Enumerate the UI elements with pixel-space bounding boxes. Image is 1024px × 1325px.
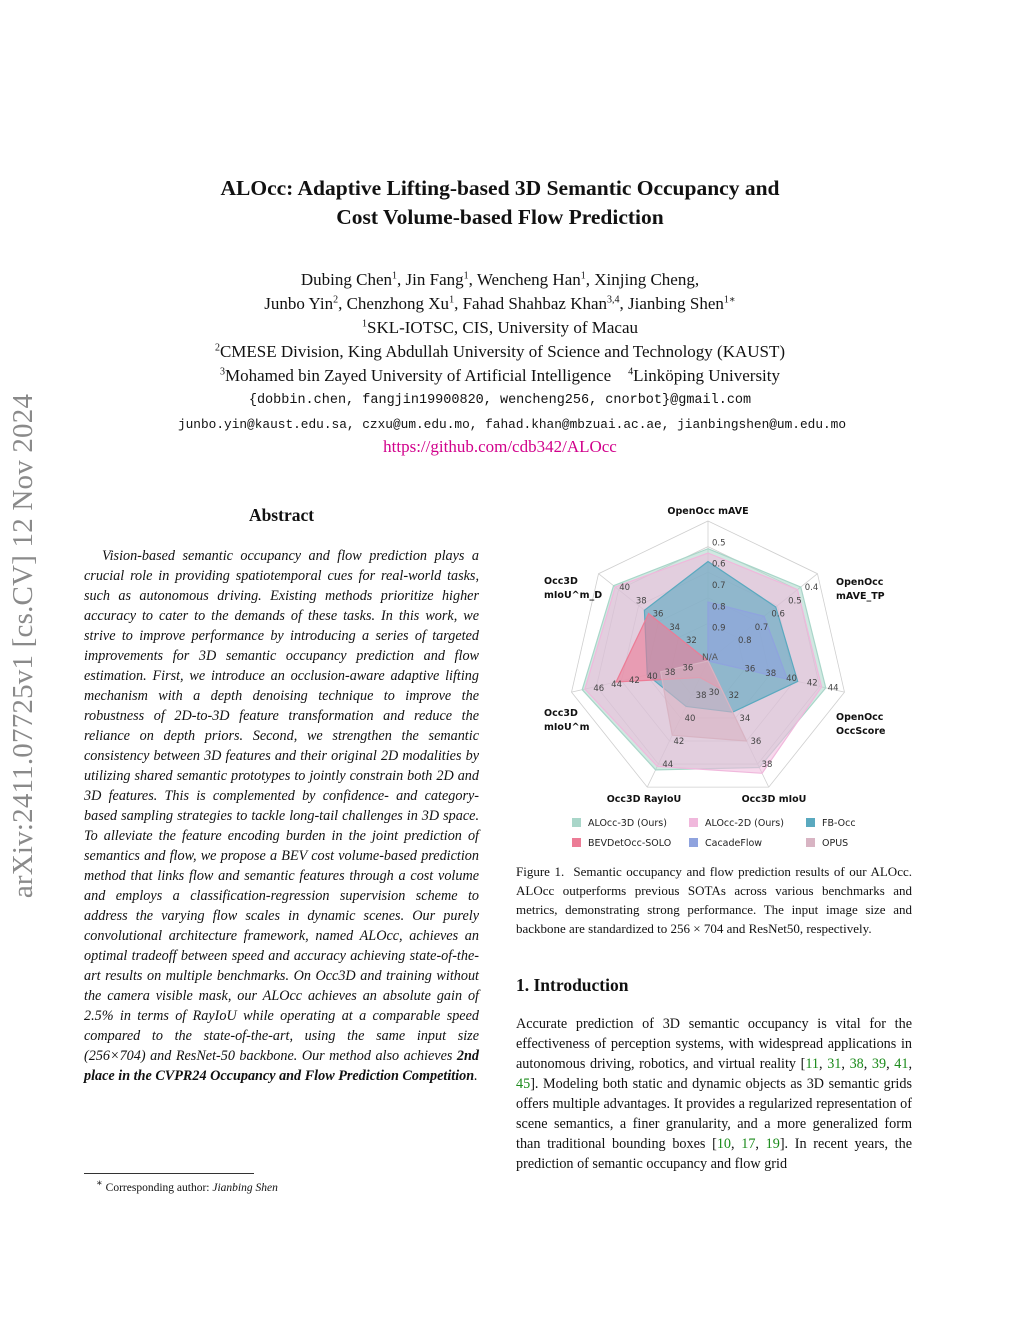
affiliation-mark: 1∗: [723, 294, 736, 306]
citation-link[interactable]: 17: [741, 1136, 756, 1152]
intro-text: Accurate prediction of 3D semantic occupancy is vital for the effectiveness of perception systems, with widespread applications in autonomous driving, robotics, and virtual reality [: [516, 1016, 912, 1072]
caption-text: Semantic occupancy and flow prediction results of our ALOcc. ALOcc outperforms previous SOTAs across various benchmarks and metrics, demonstrating strong performance. The input image size and backbone are standardized to 256 × 704 and ResNet50, respectively.: [516, 864, 912, 936]
tick-label: 44: [827, 683, 839, 694]
legend-swatch: [689, 818, 698, 827]
affiliation-2: [100, 342, 900, 362]
citation-link[interactable]: 10: [716, 1136, 731, 1152]
tick-label: 38: [761, 760, 773, 771]
authors-line-2: Junbo Yin$^2$, Chenzhong Xu$^1$, Fahad Shahbaz Khan$^{3,4}$, Jianbing Shen$^{1∗}$: [264, 294, 736, 313]
abstract-body: [84, 546, 479, 1086]
tick-label: 44: [611, 680, 622, 691]
affiliation-text: Linköping University: [633, 366, 781, 385]
tick-label: 38: [635, 596, 647, 607]
tick-label: 0.6: [712, 559, 726, 570]
tick-label: 0.6: [771, 609, 785, 620]
tick-label: 40: [619, 583, 631, 594]
axis-label: Occ3D RayIoU: [606, 794, 682, 805]
tick-label: 40: [684, 713, 696, 724]
tick-label: 0.4: [804, 583, 819, 594]
legend-swatch: [689, 838, 698, 847]
affiliation-mark: 3: [219, 366, 225, 378]
tick-label: 32: [728, 690, 740, 701]
legend-label: ALOcc-2D (Ours): [705, 818, 784, 829]
tick-label: 38: [765, 669, 777, 680]
affiliation-mark: 1: [463, 270, 469, 282]
tick-label: 0.7: [712, 581, 726, 591]
axis-label: mAVE_TP: [836, 591, 885, 602]
affiliation-mark: 1: [392, 270, 398, 282]
tick-label: 32: [685, 636, 697, 647]
paper-title: [100, 174, 900, 232]
title-line-1: ALOcc: Adaptive Lifting-based 3D Semantic Occupancy and: [220, 176, 780, 200]
axis-label: OpenOcc mAVE: [667, 506, 749, 517]
tick-label: 34: [669, 622, 681, 633]
axis-label: OpenOcc: [836, 712, 884, 723]
axis-label: Occ3D: [544, 708, 578, 719]
tick-label: 42: [806, 678, 818, 689]
legend-swatch: [806, 838, 815, 847]
emails-line-1: {dobbin.chen, fangjin19900820, wencheng256, cnorbot}@gmail.com: [248, 393, 752, 408]
radar-chart: [516, 498, 916, 858]
abstract-text: Vision-based semantic occupancy and flow prediction plays a crucial role in providing spatiotemporal cues for real-world tasks, such as autonomous driving. Existing methods prioritize higher accuracy to cater to the demands of these tasks. In this work, we strive to improve performance by introducing a series of targeted improvements for 3D semantic occupancy prediction and flow estimation. First, we introduce an occlusion-aware adaptive lifting mechanism with a depth denoising technique to improve the robustness of 2D-to-3D feature transformation and reduce the reliance on depth priors. Second, we strengthen the semantic consistency between 3D features and their original 2D modalities by utilizing shared semantic prototypes to jointly constrain both 2D and 3D features. This is complemented by confidence- and category-based sampling strategies to tackle long-tail challenges in 3D space. To alleviate the feature encoding burden in the joint prediction of semantics and flow, we propose a BEV cost volume-based prediction method that links flow and semantic features through a cost volume and employs a classification-regression supervision scheme to address the varying flow scales in dynamic scenes. Our purely convolutional architecture framework, named ALOcc, achieves an optimal tradeoff between speed and accuracy achieving state-of-the-art results on multiple benchmarks. On Occ3D and training without the camera visible mask, our ALOcc achieves an absolute gain of 2.5% in terms of RayIoU while operating at a comparable speed compared to the state-of-the-art, using the same input size (256×704) and ResNet-50 backbone. Our method also achieves: [84, 548, 479, 1064]
tick-label: 0.8: [712, 602, 726, 613]
affiliation-mark: 3,4: [607, 294, 620, 306]
citation-link[interactable]: 38: [849, 1056, 864, 1072]
figure-caption: [516, 862, 912, 938]
tick-label: 0.7: [754, 622, 769, 633]
authors-line-1: Dubing Chen$^1$, Jin Fang$^1$, Wencheng Han$^1$, Xinjing Cheng,: [300, 270, 700, 289]
legend-swatch: [572, 818, 581, 827]
tick-label: 36: [744, 664, 756, 675]
affiliation-text: SKL-IOTSC, CIS, University of Macau: [366, 318, 639, 337]
emails-line-2: junbo.yin@kaust.edu.sa, czxu@um.edu.mo, fahad.khan@mbzuai.ac.ae, jianbingshen@um.edu.mo: [177, 417, 847, 432]
legend-swatch: [806, 818, 815, 827]
citation-link[interactable]: 39: [871, 1056, 887, 1072]
affiliation-mark: 2: [214, 342, 220, 354]
footnote-rule: [84, 1173, 254, 1174]
footnote: [96, 1178, 278, 1194]
citation-link[interactable]: 41: [894, 1056, 909, 1072]
author-name: Wencheng Han: [476, 270, 581, 289]
abstract-heading: Abstract: [248, 505, 315, 525]
affiliation-mark: 1: [361, 318, 367, 330]
tick-label: 44: [662, 760, 674, 771]
abstract-end: .: [474, 1068, 478, 1084]
footnote-mark: ∗: [96, 1178, 103, 1189]
intro-text: ]. In recent years, the prediction of semantic occupancy and flow grid: [516, 1136, 913, 1172]
tick-label: 36: [652, 609, 664, 620]
tick-label: 40: [646, 671, 658, 682]
tick-label: 42: [673, 737, 685, 748]
footnote-text: Corresponding author:: [105, 1181, 213, 1194]
affiliation-mark: 1: [580, 270, 586, 282]
legend-label: CacadeFlow: [705, 838, 763, 849]
tick-label: 46: [593, 684, 605, 695]
author-name: Dubing Chen: [300, 270, 393, 289]
axis-label: Occ3D: [544, 576, 578, 587]
github-link[interactable]: https://github.com/cdb342/ALOcc: [383, 437, 617, 456]
title-line-2: Cost Volume-based Flow Prediction: [336, 205, 664, 229]
tick-label: 0.8: [738, 636, 752, 647]
affiliation-1: [100, 318, 900, 338]
tick-label: 42: [628, 675, 640, 686]
tick-label: 36: [682, 663, 694, 674]
tick-label: 38: [695, 690, 707, 701]
author-name: Xinjing Cheng,: [594, 270, 700, 289]
author-name: Jin Fang: [405, 270, 464, 289]
caption-label: Figure 1.: [516, 864, 565, 879]
tick-label: 36: [750, 737, 762, 748]
legend-label: FB-Occ: [822, 818, 856, 829]
affiliation-mark: 2: [333, 294, 339, 306]
tick-label: 0.9: [712, 623, 726, 634]
tick-label: 40: [786, 673, 797, 684]
legend-swatch: [572, 838, 581, 847]
axis-label: OpenOcc: [836, 577, 884, 588]
axis-label: Occ3D mIoU: [741, 794, 807, 805]
arxiv-identifier: arXiv:2411.07725v1 [cs.CV] 12 Nov 2024: [7, 393, 39, 899]
axis-label: mIoU^m: [544, 722, 590, 733]
tick-label: 34: [739, 713, 751, 724]
axis-label: OccScore: [836, 726, 886, 737]
legend-label: BEVDetOcc-SOLO: [588, 838, 672, 849]
legend-label: ALOcc-3D (Ours): [588, 818, 667, 829]
intro-text: ]. Modeling both static and dynamic objects as 3D semantic grids offers multiple advantages. It provides a regularized representation of scene semantics, a finer granularity, and a more generalized form than traditional bounding boxes [: [516, 1076, 912, 1152]
footnote-name: Jianbing Shen: [212, 1181, 278, 1194]
citation-link[interactable]: 31: [827, 1056, 842, 1072]
legend-label: OPUS: [822, 838, 849, 849]
introduction-body: Accurate prediction of 3D semantic occupancy is vital for the effectiveness of perception systems, with widespread applications in autonomous driving, robotics, and virtual reality [11, 31, 38, 39, 41, 45]. Modeling both static and dynamic objects as 3D semantic grids offers multiple advantages. It provides a regularized representation of scene semantics, a finer granularity, and a more generalized form than traditional bounding boxes [10, 17, 19]. In recent years, the prediction of semantic occupancy and flow grid: [516, 1016, 913, 1172]
abstract-highlight: 2nd place in the CVPR24 Occupancy and Flow Prediction Competition: [84, 1048, 479, 1084]
author-name: Jianbing Shen: [628, 294, 724, 313]
affiliation-mark: 1: [449, 294, 455, 306]
affiliation-mark: 4: [628, 366, 634, 378]
axis-label: mIoU^m_D: [544, 590, 603, 601]
citation-link[interactable]: 45: [516, 1076, 531, 1092]
introduction-heading: 1. Introduction: [516, 975, 629, 995]
tick-label: 30: [708, 688, 720, 698]
author-name: Chenzhong Xu: [346, 294, 450, 313]
affiliation-text: Mohamed bin Zayed University of Artificial Intelligence: [224, 366, 612, 385]
affiliation-text: CMESE Division, King Abdullah University of Science and Technology (KAUST): [219, 342, 786, 361]
author-name: Fahad Shahbaz Khan: [462, 294, 608, 313]
tick-label: 38: [664, 667, 676, 678]
citation-link[interactable]: 19: [765, 1136, 780, 1152]
tick-label: 0.5: [712, 538, 726, 549]
center-label: N/A: [702, 653, 718, 663]
citation-link[interactable]: 11: [805, 1056, 820, 1072]
tick-label: 0.5: [788, 596, 802, 607]
affiliation-3-4: [100, 366, 900, 386]
author-name: Junbo Yin: [264, 294, 334, 313]
